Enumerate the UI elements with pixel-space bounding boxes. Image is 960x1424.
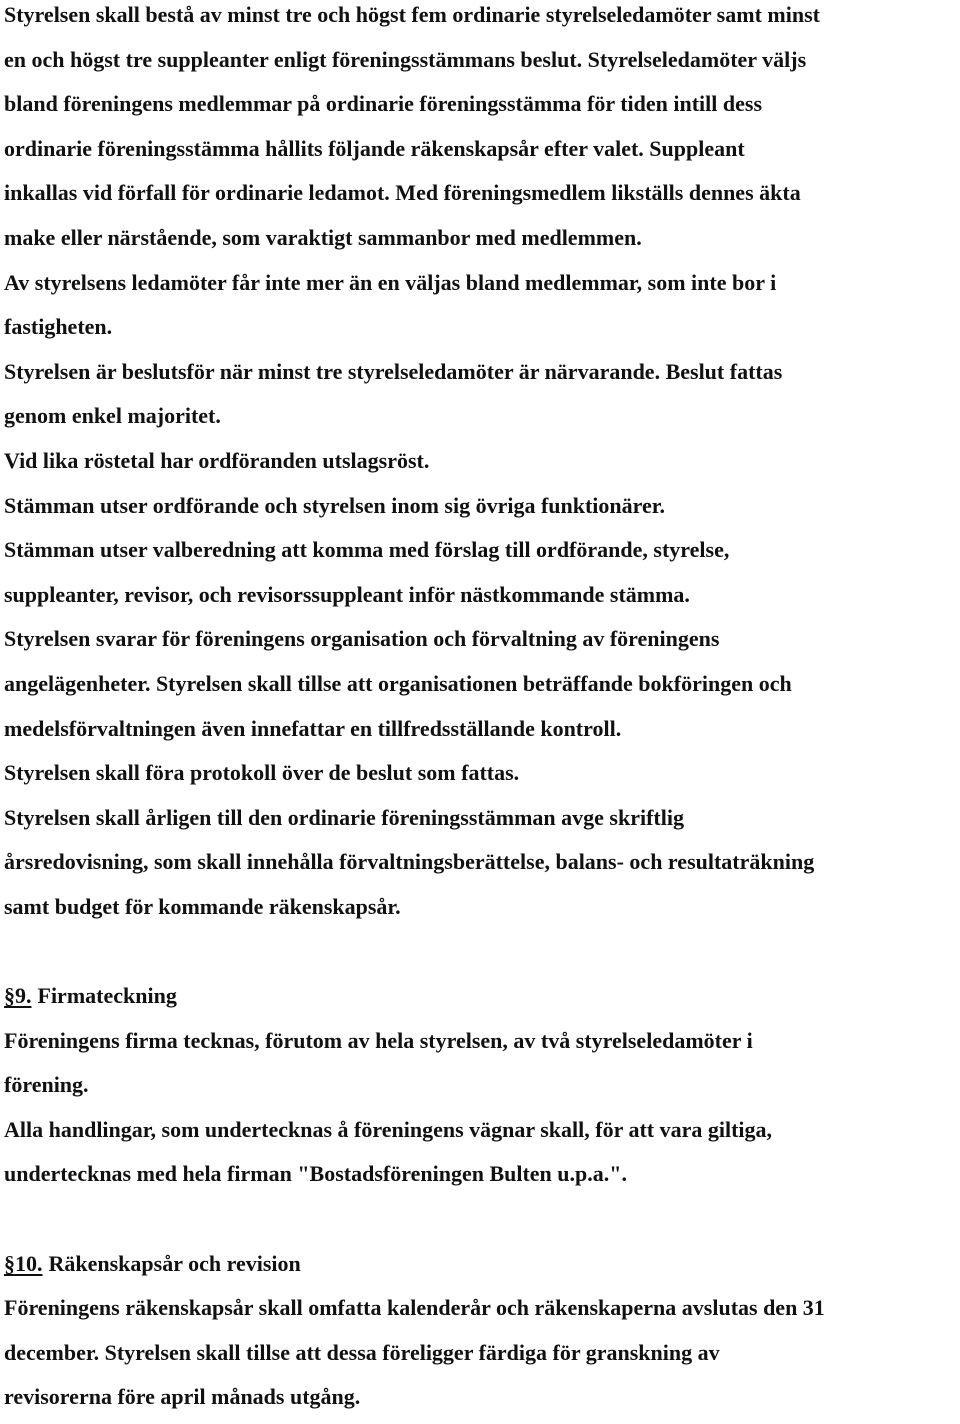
section-10: [4, 1242, 960, 1420]
text-line: genom enkel majoritet.: [4, 403, 221, 429]
text-line: Alla handlingar, som undertecknas å föreningens vägnar skall, för att vara giltiga,: [4, 1116, 773, 1142]
text-line: revisorerna före april månads utgång.: [4, 1384, 361, 1410]
text-line: Av styrelsens ledamöter får inte mer än en väljas bland medlemmar, som inte bor i: [4, 269, 777, 295]
section-title: Räkenskapsår och revision: [48, 1250, 301, 1276]
text-line: suppleanter, revisor, och revisorssuppleant inför nästkommande stämma.: [4, 581, 690, 607]
text-line: Föreningens räkenskapsår skall omfatta kalenderår och räkenskaperna avslutas den 31: [4, 1295, 825, 1321]
text-line: bland föreningens medlemmar på ordinarie föreningsstämma för tiden intill dess: [4, 91, 763, 117]
spacer: [4, 929, 960, 974]
spacer: [4, 1197, 960, 1242]
text-line: förening.: [4, 1072, 89, 1098]
section-heading: [4, 974, 960, 1019]
text-line: ordinarie föreningsstämma hållits följande räkenskapsår efter valet. Suppleant: [4, 135, 745, 161]
text-line: Stämman utser valberedning att komma med förslag till ordförande, styrelse,: [4, 537, 730, 563]
text-line: Föreningens firma tecknas, förutom av hela styrelsen, av två styrelseledamöter i: [4, 1027, 753, 1053]
text-line: make eller närstående, som varaktigt sammanbor med medlemmen.: [4, 224, 642, 250]
text-line: Styrelsen är beslutsför när minst tre styrelseledamöter är närvarande. Beslut fattas: [4, 358, 783, 384]
section-number: §10.: [4, 1250, 43, 1276]
text-line: en och högst tre suppleanter enligt föreningsstämmans beslut. Styrelseledamöter väljs: [4, 46, 807, 72]
text-line: Styrelsen skall bestå av minst tre och högst fem ordinarie styrelseledamöter samt minst: [4, 2, 820, 27]
text-line: fastigheten.: [4, 314, 113, 340]
section-title: Firmateckning: [37, 983, 177, 1009]
text-line: Styrelsen skall årligen till den ordinarie föreningsstämman avge skriftlig: [4, 804, 684, 830]
text-line: Vid lika röstetal har ordföranden utslagsröst.: [4, 447, 430, 473]
text-line: december. Styrelsen skall tillse att dessa föreligger färdiga för granskning av: [4, 1339, 720, 1365]
section-9: [4, 974, 960, 1197]
text-line: samt budget för kommande räkenskapsår.: [4, 893, 401, 919]
section-heading: [4, 1242, 960, 1287]
text-line: Styrelsen skall föra protokoll över de beslut som fattas.: [4, 760, 520, 786]
text-line: årsredovisning, som skall innehålla förvaltningsberättelse, balans- och resultaträkning: [4, 849, 815, 875]
text-line: inkallas vid förfall för ordinarie ledamot. Med föreningsmedlem likställs dennes äkta: [4, 180, 801, 206]
text-line: medelsförvaltningen även innefattar en tillfredsställande kontroll.: [4, 715, 622, 741]
text-line: angelägenheter. Styrelsen skall tillse att organisationen beträffande bokföringen och: [4, 670, 792, 696]
text-line: Styrelsen svarar för föreningens organisation och förvaltning av föreningens: [4, 626, 720, 652]
text-line: Stämman utser ordförande och styrelsen inom sig övriga funktionärer.: [4, 492, 666, 518]
board-rules-paragraph: [4, 0, 960, 929]
text-line: undertecknas med hela firman "Bostadsföreningen Bulten u.p.a.".: [4, 1161, 627, 1187]
section-number: §9.: [4, 983, 32, 1009]
